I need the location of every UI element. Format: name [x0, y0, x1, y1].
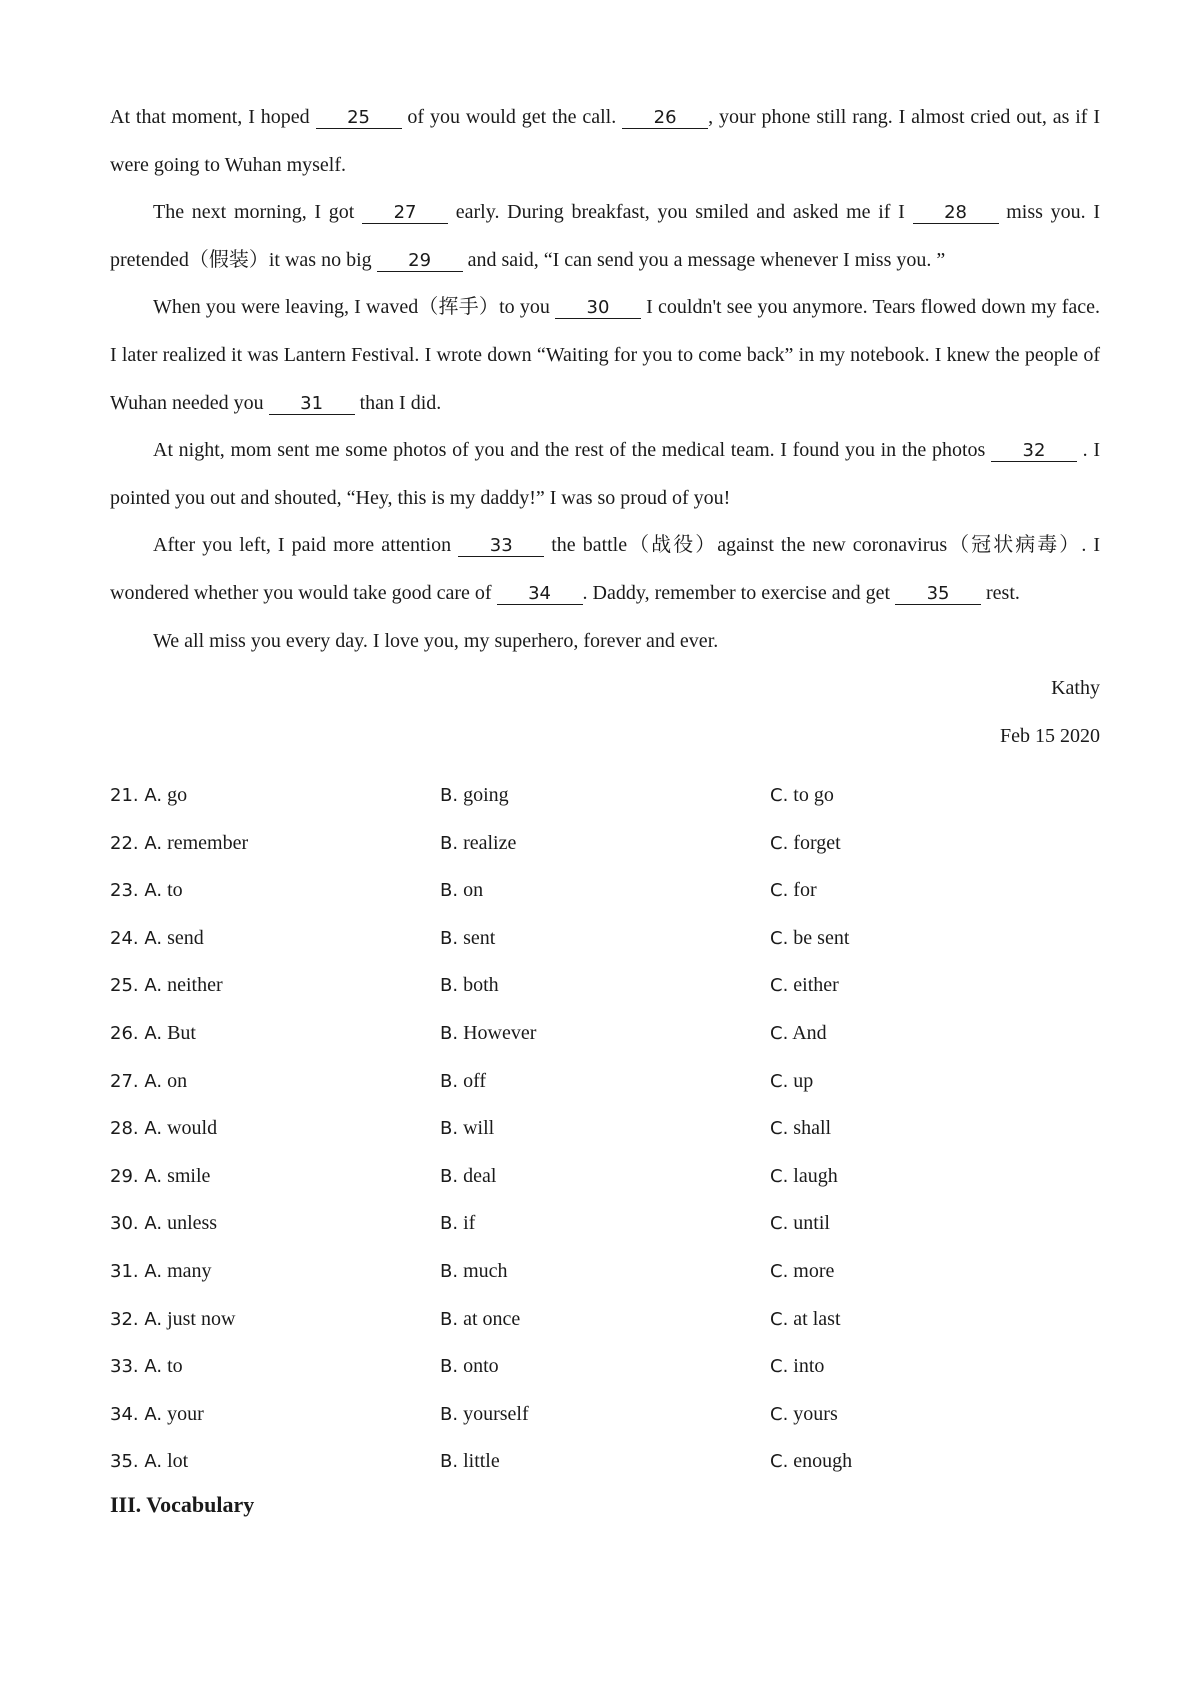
signature: Kathy — [1051, 677, 1100, 700]
option-b-label: B. — [440, 1070, 459, 1092]
option-c-text: forget — [793, 831, 841, 854]
paragraph-5: After you left, I paid more attention 33 the battle（战役）against the new coronavirus（冠状病毒）. I wondered whether you would take good care of 34 . Daddy, remember to exercise and get 35 rest. — [110, 534, 1101, 604]
option-b-label: B. — [440, 975, 459, 997]
option-a — [110, 772, 187, 820]
option-b-text: if — [463, 1212, 476, 1235]
option-a-text: your — [167, 1402, 204, 1425]
option-b-text: onto — [463, 1355, 499, 1378]
question-row — [110, 1296, 1100, 1344]
option-a — [110, 1248, 212, 1296]
blank-32: 32 — [991, 441, 1077, 462]
letter-date: Feb 15 2020 — [1000, 724, 1100, 747]
question-row — [110, 1200, 1100, 1248]
question-row — [110, 867, 1100, 915]
option-b — [440, 915, 495, 963]
option-c — [770, 915, 849, 963]
option-c — [770, 1391, 838, 1439]
option-a-label: 23. A. — [110, 880, 163, 902]
option-b — [440, 1248, 508, 1296]
option-b — [440, 1296, 520, 1344]
question-row — [110, 962, 1100, 1010]
option-c-text: up — [793, 1069, 814, 1092]
option-c-label: C. — [770, 1451, 789, 1473]
option-a-text: But — [167, 1021, 196, 1044]
option-c-label: C. — [770, 1213, 789, 1235]
option-c-text: more — [793, 1259, 835, 1282]
option-c — [770, 867, 817, 915]
option-b — [440, 1343, 499, 1391]
option-a-label: 33. A. — [110, 1356, 163, 1378]
option-a — [110, 1296, 235, 1344]
option-b-label: B. — [440, 785, 459, 806]
paragraph-3: When you were leaving, I waved（挥手）to you 30 I couldn't see you anymore. Tears flowed down my face. I later realized it was Lantern Festival. I wrote down “Waiting for you to come back” in my notebook. I knew the people of Wuhan needed you 31 than I did. — [110, 296, 1100, 414]
option-b-label: B. — [440, 1022, 459, 1044]
option-a — [110, 915, 204, 963]
option-a — [110, 962, 223, 1010]
option-b — [440, 1153, 496, 1201]
option-b — [440, 1200, 475, 1248]
option-b-text: at once — [463, 1307, 521, 1330]
blank-25: 25 — [316, 108, 402, 129]
option-b-text: However — [463, 1021, 537, 1044]
option-b-text: off — [463, 1069, 487, 1092]
option-b-label: B. — [440, 1308, 459, 1330]
option-c — [770, 1343, 824, 1391]
option-b-text: on — [463, 879, 484, 902]
option-a-text: unless — [167, 1212, 218, 1235]
option-a — [110, 1200, 217, 1248]
option-c — [770, 1010, 827, 1058]
question-row — [110, 1391, 1100, 1439]
paragraph-1: At that moment, I hoped 25 of you would get the call. 26 , your phone still rang. I almost cried out, as if I were going to Wuhan myself. — [110, 106, 1101, 176]
option-b-label: B. — [440, 1213, 459, 1235]
option-b-label: B. — [440, 1356, 459, 1378]
section-heading: III. Vocabulary — [110, 1492, 255, 1517]
option-b — [440, 772, 509, 820]
option-c — [770, 1438, 852, 1486]
blank-33: 33 — [458, 536, 544, 557]
option-a-text: lot — [167, 1450, 189, 1473]
option-c-label: C. — [770, 1260, 789, 1282]
option-c-text: enough — [793, 1450, 853, 1473]
option-b-label: B. — [440, 1260, 459, 1282]
paragraph-4: At night, mom sent me some photos of you and the rest of the medical team. I found you in the photos 32 . I pointed you out and shouted, “Hey, this is my daddy!” I was so proud of you! — [110, 439, 1100, 509]
option-a-text: would — [167, 1117, 218, 1140]
blank-27: 27 — [362, 203, 448, 224]
option-b-text: will — [463, 1117, 495, 1140]
option-b — [440, 820, 516, 868]
option-a — [110, 1010, 196, 1058]
option-a-text: on — [167, 1069, 188, 1092]
option-a-label: 24. A. — [110, 927, 163, 949]
option-a-label: 22. A. — [110, 832, 163, 854]
option-c — [770, 1296, 841, 1344]
option-b — [440, 1438, 500, 1486]
option-c-text: be sent — [793, 926, 850, 949]
option-c-label: C. — [770, 1356, 789, 1378]
option-b — [440, 1058, 486, 1106]
option-a — [110, 1343, 183, 1391]
question-row — [110, 1058, 1100, 1106]
option-b — [440, 1010, 536, 1058]
blank-28: 28 — [913, 203, 999, 224]
option-b-label: B. — [440, 880, 459, 902]
option-a-label: 25. A. — [110, 975, 163, 997]
option-b — [440, 962, 499, 1010]
option-b — [440, 1105, 494, 1153]
option-c — [770, 1153, 838, 1201]
question-row — [110, 1248, 1100, 1296]
option-a-label: 26. A. — [110, 1022, 163, 1044]
option-a-text: neither — [167, 974, 223, 997]
option-a — [110, 1105, 217, 1153]
option-a-text: just now — [167, 1307, 236, 1330]
option-a-text: smile — [167, 1164, 211, 1187]
question-row — [110, 1010, 1100, 1058]
option-c-label: C. — [770, 1165, 789, 1187]
option-c-label: C. — [770, 1070, 789, 1092]
question-row — [110, 1153, 1100, 1201]
option-c-label: C. — [770, 1022, 789, 1044]
option-c-label: C. — [770, 1308, 789, 1330]
option-c — [770, 1248, 834, 1296]
option-c — [770, 820, 841, 868]
option-a-text: to — [167, 1355, 183, 1378]
option-c-label: C. — [770, 1403, 789, 1425]
option-b-label: B. — [440, 1403, 459, 1425]
paragraph-6: We all miss you every day. I love you, my superhero, forever and ever. — [153, 629, 719, 652]
option-b-text: both — [463, 974, 499, 997]
option-b-text: little — [463, 1450, 500, 1473]
option-a — [110, 867, 183, 915]
option-c-text: for — [793, 879, 817, 902]
option-c-text: either — [793, 974, 839, 997]
option-c-text: shall — [793, 1117, 832, 1140]
option-b-label: B. — [440, 1118, 459, 1140]
option-b — [440, 867, 483, 915]
option-a — [110, 1058, 187, 1106]
blank-31: 31 — [269, 394, 355, 415]
option-a-label: 32. A. — [110, 1308, 163, 1330]
option-a-label: 28. A. — [110, 1118, 163, 1140]
option-b-text: going — [463, 784, 509, 806]
option-c — [770, 772, 834, 820]
option-a-label: 35. A. — [110, 1451, 163, 1473]
option-c-text: into — [793, 1355, 825, 1378]
blank-30: 30 — [555, 298, 641, 319]
option-a-text: go — [167, 784, 188, 806]
question-row — [110, 1438, 1100, 1486]
answer-options — [110, 772, 1100, 1486]
option-c-text: until — [793, 1212, 830, 1235]
blank-29: 29 — [377, 251, 463, 272]
option-b-text: sent — [463, 926, 496, 949]
option-a — [110, 1391, 204, 1439]
option-c-text: laugh — [793, 1164, 838, 1187]
option-b-text: deal — [463, 1164, 497, 1187]
option-a-text: to — [167, 879, 183, 902]
option-b-label: B. — [440, 927, 459, 949]
option-c — [770, 1058, 813, 1106]
option-a — [110, 820, 248, 868]
option-a-label: 29. A. — [110, 1165, 163, 1187]
option-c-text: to go — [793, 784, 834, 806]
question-row — [110, 915, 1100, 963]
option-c — [770, 1200, 830, 1248]
blank-34: 34 — [497, 584, 583, 605]
question-row — [110, 820, 1100, 868]
option-c-text: And — [792, 1021, 827, 1044]
option-a-label: 34. A. — [110, 1403, 163, 1425]
option-c-label: C. — [770, 832, 789, 854]
question-row — [110, 1105, 1100, 1153]
option-a — [110, 1153, 210, 1201]
option-a-text: many — [167, 1259, 212, 1282]
option-c-label: C. — [770, 880, 789, 902]
option-c-label: C. — [770, 975, 789, 997]
option-c-label: C. — [770, 1118, 789, 1140]
question-row — [110, 1343, 1100, 1391]
option-b-label: B. — [440, 832, 459, 854]
option-a-label: 27. A. — [110, 1070, 163, 1092]
question-row — [110, 772, 1100, 820]
option-a-label: 31. A. — [110, 1260, 163, 1282]
letter-passage — [110, 94, 1100, 760]
option-b-text: much — [463, 1259, 508, 1282]
option-c-text: at last — [793, 1307, 841, 1330]
blank-35: 35 — [895, 584, 981, 605]
option-a-label: 30. A. — [110, 1213, 163, 1235]
option-a-text: send — [167, 926, 204, 949]
option-c-label: C. — [770, 927, 789, 949]
option-c — [770, 1105, 831, 1153]
blank-26: 26 — [622, 108, 708, 129]
option-b-text: yourself — [463, 1402, 529, 1425]
option-a-text: remember — [167, 831, 249, 854]
option-a — [110, 1438, 188, 1486]
option-c-text: yours — [793, 1402, 838, 1425]
option-b-text: realize — [463, 831, 517, 854]
option-c — [770, 962, 839, 1010]
paragraph-2: The next morning, I got 27 early. During breakfast, you smiled and asked me if I 28 miss you. I pretended（假装）it was no big 29 and said, “I can send you a message whenever I miss you. ” — [110, 201, 1100, 271]
option-b — [440, 1391, 529, 1439]
option-b-label: B. — [440, 1451, 459, 1473]
option-c-label: C. — [770, 785, 789, 806]
option-b-label: B. — [440, 1165, 459, 1187]
option-a-label: 21. A. — [110, 785, 163, 806]
